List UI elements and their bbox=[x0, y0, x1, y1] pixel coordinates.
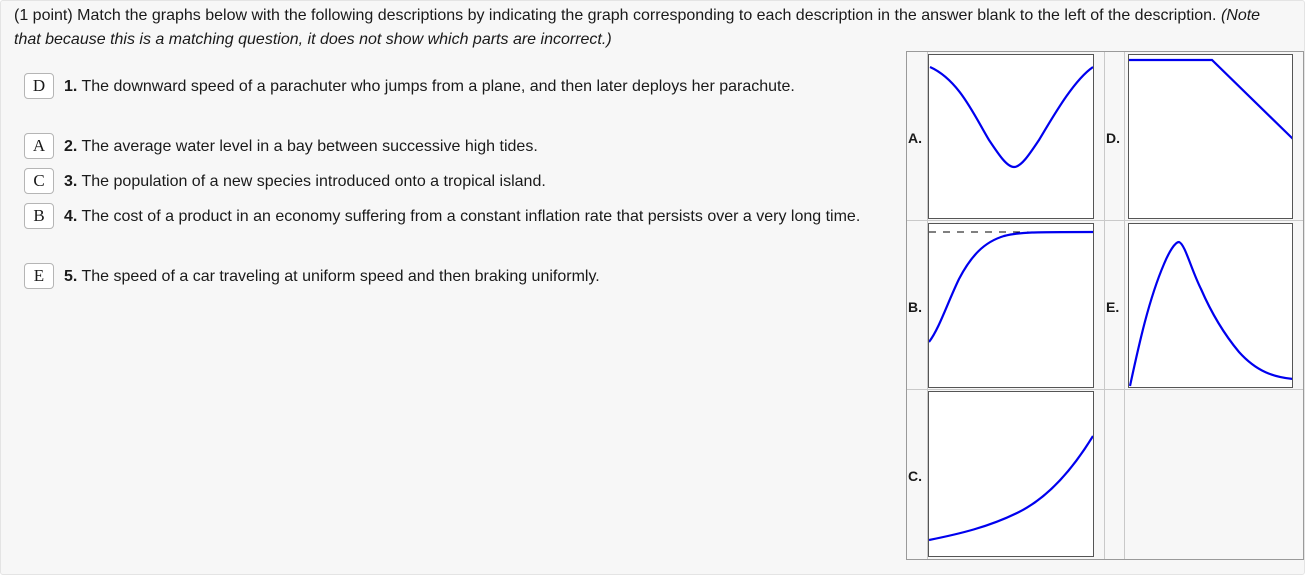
question-number-4: 4. bbox=[64, 208, 78, 225]
question-text-2: The average water level in a bay between successive high tides. bbox=[77, 138, 538, 155]
graph-c bbox=[928, 391, 1094, 557]
graph-c-curve bbox=[929, 436, 1093, 540]
answer-input-2[interactable]: A bbox=[24, 133, 54, 159]
column-divider bbox=[1104, 52, 1105, 559]
graph-table bbox=[906, 51, 1304, 560]
question-number-2: 2. bbox=[64, 138, 78, 155]
question-number-3: 3. bbox=[64, 173, 78, 190]
graph-a bbox=[928, 54, 1094, 219]
answer-input-5[interactable]: E bbox=[24, 263, 54, 289]
graph-e bbox=[1128, 223, 1293, 388]
graph-e-curve bbox=[1130, 242, 1293, 386]
question-number-1: 1. bbox=[64, 78, 78, 95]
question-text-1: The downward speed of a parachuter who jumps from a plane, and then later deploys her parachute. bbox=[77, 78, 795, 95]
question-number-5: 5. bbox=[64, 268, 78, 285]
graph-label-b: B. bbox=[908, 299, 922, 315]
problem-statement bbox=[14, 4, 1274, 52]
answer-input-1[interactable]: D bbox=[24, 73, 54, 99]
graph-label-a: A. bbox=[908, 130, 922, 146]
points-label: (1 point) bbox=[14, 7, 73, 24]
answer-input-3[interactable]: C bbox=[24, 168, 54, 194]
question-5 bbox=[24, 262, 884, 292]
answer-input-4[interactable]: B bbox=[24, 203, 54, 229]
graph-label-c: C. bbox=[908, 468, 922, 484]
question-4 bbox=[24, 202, 884, 232]
question-3 bbox=[24, 167, 884, 197]
graph-a-curve bbox=[930, 67, 1093, 167]
question-text-3: The population of a new species introduced onto a tropical island. bbox=[77, 173, 546, 190]
question-text-5: The speed of a car traveling at uniform speed and then braking uniformly. bbox=[77, 268, 600, 285]
row-divider bbox=[907, 389, 1303, 390]
row-divider bbox=[907, 220, 1303, 221]
column-divider-right bbox=[1124, 52, 1125, 559]
question-2 bbox=[24, 132, 884, 162]
graph-label-e: E. bbox=[1106, 299, 1120, 315]
question-text-4: The cost of a product in an economy suffering from a constant inflation rate that persists over a very long time. bbox=[77, 208, 861, 225]
problem-intro: Match the graphs below with the following descriptions by indicating the graph corresponding to each description in the answer blank to the left of the description. bbox=[72, 7, 1221, 24]
question-1 bbox=[24, 72, 884, 102]
graph-d-curve bbox=[1129, 60, 1293, 139]
graph-b bbox=[928, 223, 1094, 388]
graph-b-curve bbox=[929, 232, 1093, 342]
graph-label-d: D. bbox=[1106, 130, 1120, 146]
problem-note: (Note that because this is a matching question, it does not show which parts are incorrect.) bbox=[14, 7, 1261, 48]
graph-d bbox=[1128, 54, 1293, 219]
